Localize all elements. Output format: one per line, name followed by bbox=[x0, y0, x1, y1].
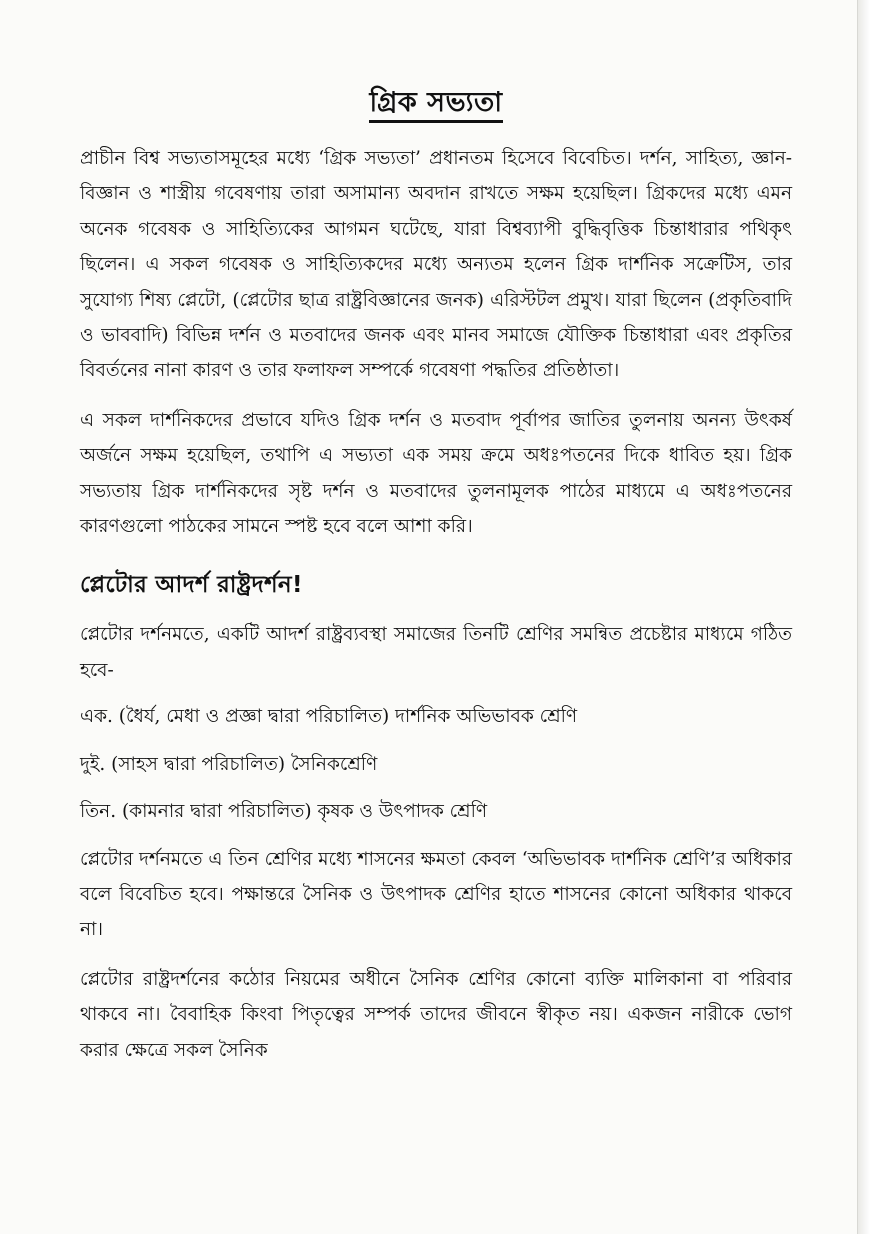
class-item-one: এক. (ধৈর্য, মেধা ও প্রজ্ঞা দ্বারা পরিচালিত) দার্শনিক অভিভাবক শ্রেণি bbox=[80, 706, 578, 728]
section-heading: প্লেটোর আদর্শ রাষ্ট্রদর্শন! bbox=[80, 572, 303, 599]
page-content bbox=[80, 82, 792, 1082]
paragraph-decline: এ সকল দার্শনিকদের প্রভাবে যদিও গ্রিক দর্শন ও মতবাদ পূর্বাপর জাতির তুলনায় অনন্য উৎকর্ষ অর্জনে সক্ষম হয়েছিল, তথাপি এ সভ্যতা এক সময় ক্রমে অধঃপতনের দিকে ধাবিত হয়। গ্রিক সভ্যতায় গ্রিক দার্শনিকদের সৃষ্ট দর্শন ও মতবাদের তুলনামূলক পাঠের মাধ্যমে এ অধঃপতনের কারণগুলো পাঠকের সামনে স্পষ্ট হবে বলে আশা করি। bbox=[80, 409, 792, 538]
page-edge bbox=[858, 0, 870, 1234]
paragraph-intro: প্রাচীন বিশ্ব সভ্যতাসমূহের মধ্যে ‘গ্রিক সভ্যতা’ প্রধানতম হিসেবে বিবেচিত। দর্শন, সাহিত্য, জ্ঞান-বিজ্ঞান ও শাস্ত্রীয় গবেষণায় তারা অসামান্য অবদান রাখতে সক্ষম হয়েছিল। গ্রিকদের মধ্যে এমন অনেক গবেষক ও সাহিত্যিকের আগমন ঘটেছে, যারা বিশ্বব্যাপী বুদ্ধিবৃত্তিক চিন্তাধারার পথিকৃৎ ছিলেন। এ সকল গবেষক ও সাহিত্যিকদের মধ্যে অন্যতম হলেন গ্রিক দার্শনিক সক্রেটিস, তার সুযোগ্য শিষ্য প্লেটো, (প্লেটোর ছাত্র রাষ্ট্রবিজ্ঞানের জনক) এরিস্টটল প্রমুখ। যারা ছিলেন (প্রকৃতিবাদি ও ভাববাদি) বিভিন্ন দর্শন ও মতবাদের জনক এবং মানব সমাজে যৌক্তিক চিন্তাধারা এবং প্রকৃতির বিবর্তনের নানা কারণ ও তার ফলাফল সম্পর্কে গবেষণা পদ্ধতির প্রতিষ্ঠাতা। bbox=[80, 148, 792, 382]
chapter-title bbox=[80, 82, 792, 127]
paragraph-soldiers: প্লেটোর রাষ্ট্রদর্শনের কঠোর নিয়মের অধীনে সৈনিক শ্রেণির কোনো ব্যক্তি মালিকানা বা পরিবার থাকবে না। বৈবাহিক কিংবা পিতৃত্বের সম্পর্ক তাদের জীবনে স্বীকৃত নয়। একজন নারীকে ভোগ করার ক্ষেত্রে সকল সৈনিক bbox=[80, 968, 792, 1061]
paragraph-state-intro: প্লেটোর দর্শনমতে, একটি আদর্শ রাষ্ট্রব্যবস্থা সমাজের তিনটি শ্রেণির সমন্বিত প্রচেষ্টার মাধ্যমে গঠিত হবে- bbox=[80, 624, 792, 681]
class-item-three: তিন. (কামনার দ্বারা পরিচালিত) কৃষক ও উৎপাদক শ্রেণি bbox=[80, 801, 488, 823]
paragraph-governance: প্লেটোর দর্শনমতে এ তিন শ্রেণির মধ্যে শাসনের ক্ষমতা কেবল ‘অভিভাবক দার্শনিক শ্রেণি’র অধিকার বলে বিবেচিত হবে। পক্ষান্তরে সৈনিক ও উৎপাদক শ্রেণির হাতে শাসনের কোনো অধিকার থাকবে না। bbox=[80, 848, 792, 941]
chapter-title-text: গ্রিক সভ্যতা bbox=[369, 87, 502, 123]
class-item-two: দুই. (সাহস দ্বারা পরিচালিত) সৈনিকশ্রেণি bbox=[80, 753, 378, 775]
